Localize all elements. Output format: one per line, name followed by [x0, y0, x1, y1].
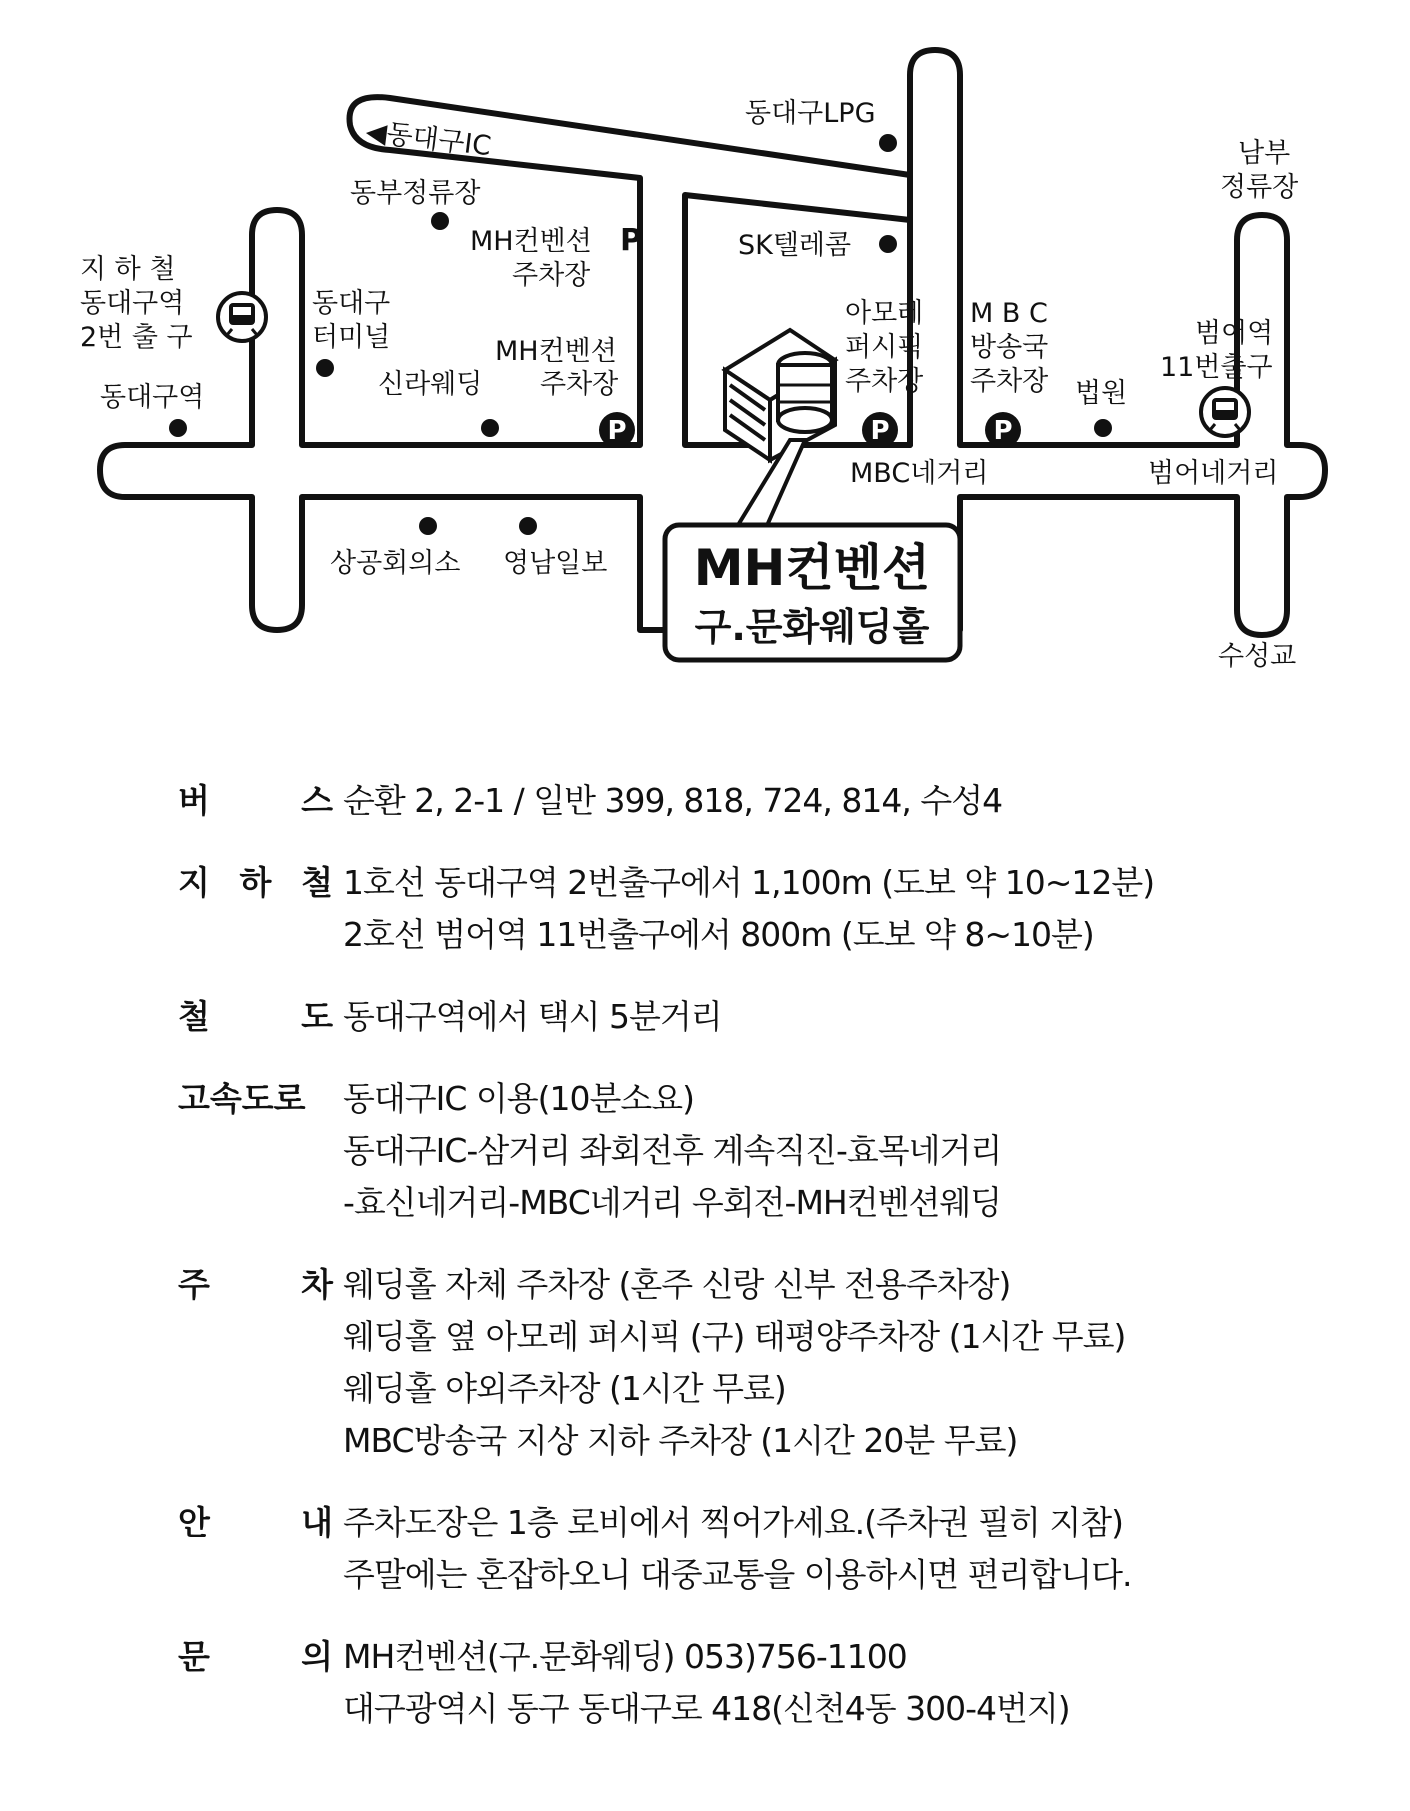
map-label-chamber: 상공회의소: [330, 548, 461, 579]
map-label-yeongnam: 영남일보: [503, 548, 608, 579]
direction-lines: [343, 857, 1154, 961]
landmark-dot: [431, 212, 449, 230]
map-label-donggu-ic: ◀동대구IC: [364, 116, 493, 163]
direction-line: -효신네거리-MBC네거리 우회전-MH컨벤션웨딩: [343, 1183, 1002, 1222]
map-label-dongdaegu-station: 동대구역: [100, 382, 205, 413]
direction-lines: [343, 1259, 1125, 1467]
map-label-mh-parking2: MH컨벤션: [495, 336, 617, 367]
landmark-dot: [519, 517, 537, 535]
direction-line: 웨딩홀 야외주차장 (1시간 무료): [343, 1369, 786, 1408]
direction-line: 주말에는 혼잡하오니 대중교통을 이용하시면 편리합니다.: [343, 1555, 1132, 1594]
direction-label: 문 의: [178, 1637, 333, 1676]
subway-icon: [1201, 388, 1249, 436]
direction-line: 웨딩홀 옆 아모레 퍼시픽 (구) 태평양주차장 (1시간 무료): [343, 1317, 1126, 1356]
direction-label: 철 도: [178, 997, 333, 1036]
direction-row: [178, 991, 1328, 1043]
direction-lines: [343, 1073, 1001, 1229]
direction-line: 웨딩홀 자체 주차장 (혼주 신랑 신부 전용주차장): [343, 1265, 1011, 1304]
parking-icon: [862, 412, 898, 448]
parking-icon: [599, 412, 635, 448]
venue-former-name: 구.문화웨딩홀: [694, 605, 930, 649]
map-label-subway: 지 하 철: [80, 254, 176, 285]
direction-row: [178, 775, 1328, 827]
direction-line: 동대구IC 이용(10분소요): [343, 1079, 695, 1118]
map-label-mh-parking1: MH컨벤션: [470, 226, 592, 257]
direction-row: [178, 1631, 1328, 1735]
map-label-lpg: 동대구LPG: [745, 98, 876, 129]
landmark-dot: [419, 517, 437, 535]
map-label-beomeo: 11번출구: [1160, 352, 1273, 383]
map-label-nambu: 정류장: [1220, 172, 1299, 203]
venue-name: MH컨벤션: [693, 539, 931, 597]
direction-label: 버 스: [178, 781, 333, 820]
direction-lines: [343, 991, 722, 1043]
map-label-amore: 주차장: [845, 366, 924, 397]
direction-line: MH컨벤션(구.문화웨딩) 053)756-1100: [343, 1637, 907, 1676]
direction-row: [178, 1497, 1328, 1601]
map-label-suseong: 수성교: [1218, 641, 1297, 672]
svg-text:P: P: [993, 416, 1013, 446]
direction-line: 1호선 동대구역 2번출구에서 1,100m (도보 약 10~12분): [343, 863, 1155, 902]
direction-row: [178, 857, 1328, 961]
landmark-dot: [316, 359, 334, 377]
direction-row: [178, 1073, 1328, 1229]
map-label-sk: SK텔레콤: [738, 230, 852, 261]
landmark-dot: [879, 235, 897, 253]
map-label-mh-parking2: 주차장: [540, 369, 619, 400]
map-label-mbc: M B C: [970, 298, 1048, 329]
direction-line: 대구광역시 동구 동대구로 418(신천4동 300-4번지): [343, 1689, 1070, 1728]
direction-row: [178, 1259, 1328, 1467]
svg-text:P: P: [870, 416, 890, 446]
direction-line: 주차도장은 1층 로비에서 찍어가세요.(주차권 필히 지참): [343, 1503, 1123, 1542]
direction-label: 안 내: [178, 1503, 333, 1542]
map-label-terminal: 터미널: [312, 322, 391, 353]
landmark-dot: [481, 419, 499, 437]
svg-text:P: P: [607, 416, 627, 446]
map-label-beomeo: 범어역: [1195, 318, 1274, 349]
subway-icon: [218, 293, 266, 341]
map-label-subway: 동대구역: [80, 288, 185, 319]
map-label-silla: 신라웨딩: [378, 369, 483, 400]
direction-line: MBC방송국 지상 지하 주차장 (1시간 20분 무료): [343, 1421, 1018, 1460]
parking-letter-icon: P: [620, 223, 642, 258]
map-label-amore: 아모레: [845, 298, 924, 329]
map-label-nambu: 남부: [1238, 138, 1291, 169]
directions-list: [178, 775, 1328, 1765]
direction-label: 고속도로: [178, 1079, 306, 1118]
direction-label: 지 하 철: [178, 863, 333, 902]
direction-lines: [343, 1631, 1070, 1735]
map-label-subway: 2번 출 구: [80, 322, 193, 353]
map-label-court: 법원: [1075, 378, 1128, 409]
location-map: [0, 0, 1410, 720]
direction-line: 순환 2, 2-1 / 일반 399, 818, 724, 814, 수성4: [343, 781, 1003, 820]
map-label-mh-parking1: 주차장: [512, 260, 591, 291]
direction-line: 2호선 범어역 11번출구에서 800m (도보 약 8~10분): [343, 915, 1094, 954]
direction-lines: [343, 775, 1002, 827]
direction-label: 주 차: [178, 1265, 333, 1304]
map-label-terminal: 동대구: [312, 288, 391, 319]
map-label-beomeo-cross: 범어네거리: [1148, 458, 1279, 489]
landmark-dot: [169, 419, 187, 437]
map-label-dongbu-stop: 동부정류장: [350, 178, 481, 209]
landmark-dot: [879, 134, 897, 152]
direction-line: 동대구역에서 택시 5분거리: [343, 997, 722, 1036]
direction-lines: [343, 1497, 1132, 1601]
direction-line: 동대구IC-삼거리 좌회전후 계속직진-효목네거리: [343, 1131, 1002, 1170]
map-label-mbc: 방송국: [970, 332, 1049, 363]
map-label-amore: 퍼시픽: [845, 332, 924, 363]
venue-callout: [665, 525, 960, 660]
map-label-mbc-cross: MBC네거리: [850, 458, 989, 489]
map-label-mbc: 주차장: [970, 366, 1049, 397]
parking-icon: [985, 412, 1021, 448]
landmark-dot: [1094, 419, 1112, 437]
